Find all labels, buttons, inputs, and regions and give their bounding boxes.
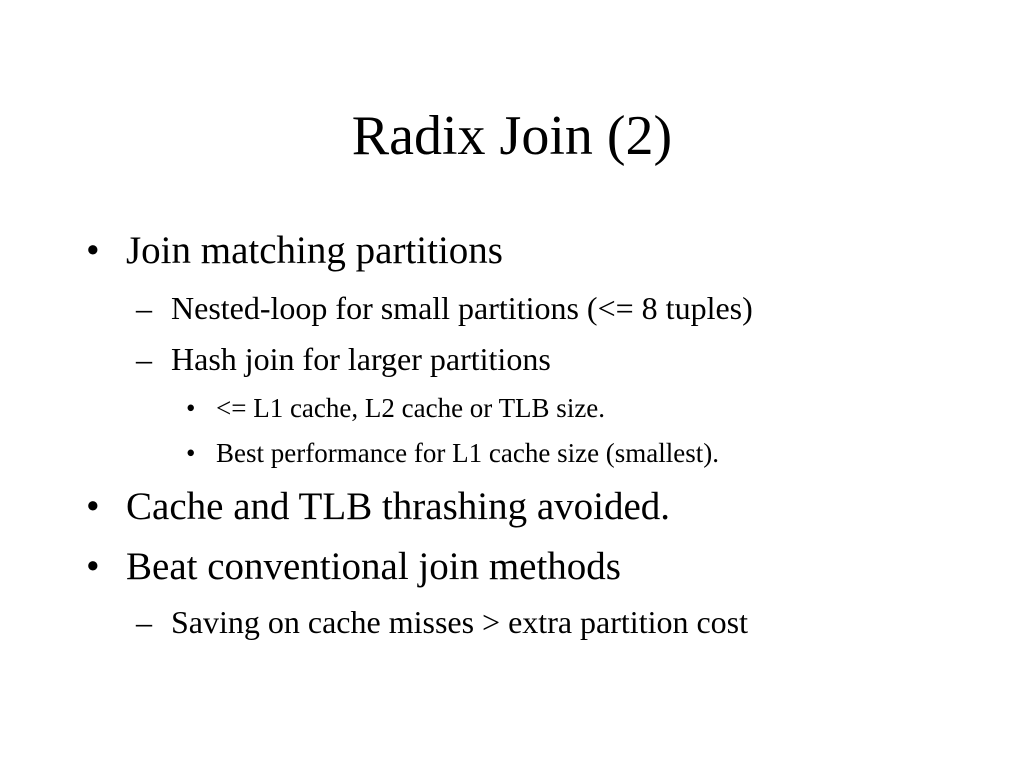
bullet-marker: • bbox=[86, 545, 100, 588]
bullet-marker: • bbox=[86, 229, 100, 272]
sub-bullet-text: Saving on cache misses > extra partition cost bbox=[171, 604, 749, 640]
dash-marker: – bbox=[136, 604, 152, 640]
bullet-text: Cache and TLB thrashing avoided. bbox=[126, 485, 671, 528]
sub-sub-bullet-text: Best performance for L1 cache size (smallest). bbox=[216, 438, 720, 468]
sub-bullet-text: Hash join for larger partitions bbox=[171, 341, 551, 377]
sub-bullet-text: Nested-loop for small partitions (<= 8 tuples) bbox=[171, 290, 753, 326]
dash-marker: – bbox=[136, 341, 152, 377]
slide-title: Radix Join (2) bbox=[351, 105, 673, 167]
bullet-marker: • bbox=[186, 393, 196, 423]
bullet-text: Beat conventional join methods bbox=[126, 545, 621, 588]
bullet-text: Join matching partitions bbox=[126, 229, 503, 272]
sub-sub-bullet-text: <= L1 cache, L2 cache or TLB size. bbox=[216, 393, 606, 423]
bullet-marker: • bbox=[86, 485, 100, 528]
dash-marker: – bbox=[136, 290, 152, 326]
bullet-marker: • bbox=[186, 438, 196, 468]
